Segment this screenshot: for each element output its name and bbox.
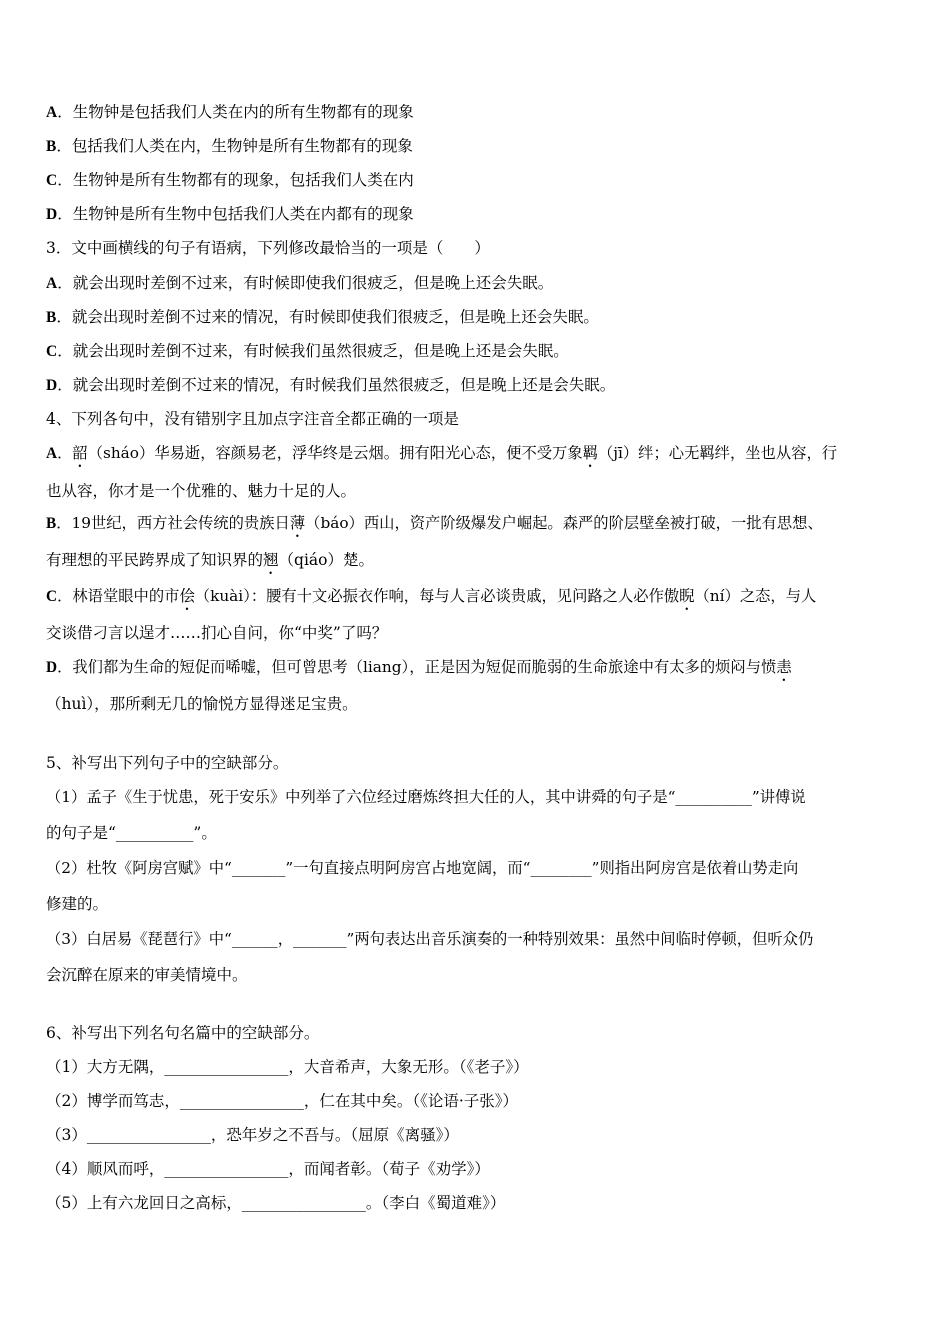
q4-option-d-line1: D．我们都为生命的短促而唏嘘，但可曾思考（liang），正是因为短促而脆弱的生命旅途中有太多的烦闷与愤恚 (46, 658, 792, 676)
q6-item-1: （1）大方无隅，________________，大音希声，大象无形。（《老子》） (46, 1058, 529, 1076)
q4-option-a-line2: 也从容，你才是一个优雅的、魅力十足的人。 (46, 482, 357, 500)
q6-item-4: （4）顺风而呼，________________，而闻者彰。（荀子《劝学》） (46, 1160, 490, 1178)
q6-item-2: （2）博学而笃志，________________，仁在其中矣。（《论语·子张》） (46, 1092, 519, 1110)
q3-option-c: C．就会出现时差倒不过来，有时候我们虽然很疲乏，但是晚上还是会失眠。 (46, 342, 569, 360)
q5-item-2-line1: （2）杜牧《阿房宫赋》中“_______”一句直接点明阿房宫占地宽阔，而“________”则指出阿房宫是依着山势走向 (46, 859, 799, 877)
q4-option-b-line2: 有理想的平民跨界成了知识界的翘（qiáo）楚。 (46, 551, 374, 569)
q6-stem: 6、补写出下列名句名篇中的空缺部分。 (46, 1024, 320, 1042)
q4-option-c-line1: C．林语堂眼中的市侩（kuài）：腰有十文必振衣作响，每与人言必谈贵戚，见问路之人必作傲睨（ní）之态，与人 (46, 587, 817, 605)
q2-option-b: B．包括我们人类在内，生物钟是所有生物都有的现象 (46, 137, 413, 155)
q5-item-3-line2: 会沉醉在原来的审美情境中。 (46, 966, 248, 984)
q4-option-c-line2: 交谈借刁言以逞才……扪心自问，你“中奖”了吗？ (46, 624, 388, 642)
q4-option-b-line1: B．19世纪，西方社会传统的贵族日薄（báo）西山，资产阶级爆发户崛起。森严的阶层壁垒被打破，一批有思想、 (46, 514, 823, 532)
q5-item-3-line1: （3）白居易《琵琶行》中“______，_______”两句表达出音乐演奏的一种特别效果：虽然中间临时停顿，但听众仍 (46, 930, 814, 948)
q2-option-c: C．生物钟是所有生物都有的现象，包括我们人类在内 (46, 171, 414, 189)
q2-option-d: D．生物钟是所有生物中包括我们人类在内都有的现象 (46, 205, 414, 223)
q6-item-5: （5）上有六龙回日之高标，________________。（李白《蜀道难》） (46, 1194, 506, 1212)
q5-stem: 5、补写出下列句子中的空缺部分。 (46, 754, 289, 772)
q2-option-a: A．生物钟是包括我们人类在内的所有生物都有的现象 (46, 103, 414, 121)
q5-item-1-line1: （1）孟子《生于忧患，死于安乐》中列举了六位经过磨炼终担大任的人，其中讲舜的句子是“__________”讲傅说 (46, 788, 806, 806)
q4-stem: 4、下列各句中，没有错别字且加点字注音全都正确的一项是 (46, 410, 459, 428)
q4-option-a-line1: A．韶（sháo）华易逝，容颜易老，浮华终是云烟。拥有阳光心态，便不受万象羁（jī）绊；心无羁绊，坐也从容，行 (46, 444, 838, 462)
q6-item-3: （3）________________，恐年岁之不吾与。（屈原《离骚》） (46, 1126, 459, 1144)
q3-option-d: D．就会出现时差倒不过来的情况，有时候我们虽然很疲乏，但是晚上还是会失眠。 (46, 376, 616, 394)
q3-option-a: A．就会出现时差倒不过来，有时候即使我们很疲乏，但是晚上还会失眠。 (46, 274, 554, 292)
q3-option-b: B．就会出现时差倒不过来的情况，有时候即使我们很疲乏，但是晚上还会失眠。 (46, 308, 599, 326)
q4-option-d-line2: （huì），那所剩无几的愉悦方显得迷足宝贵。 (46, 695, 358, 713)
q5-item-2-line2: 修建的。 (46, 895, 109, 913)
q3-stem: 3．文中画横线的句子有语病，下列修改最恰当的一项是（ ） (46, 239, 490, 257)
q5-item-1-line2: 的句子是“__________”。 (46, 824, 217, 842)
